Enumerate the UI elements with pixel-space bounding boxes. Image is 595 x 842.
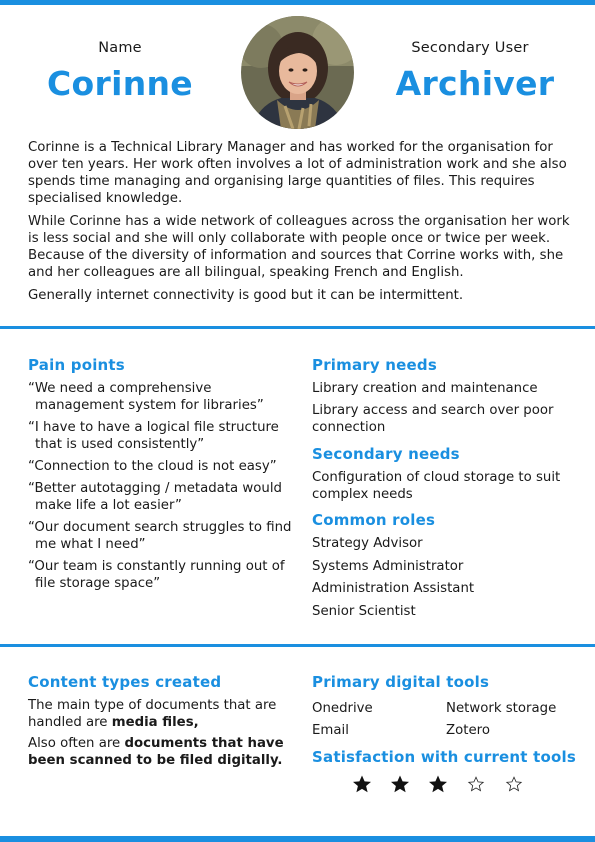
role-item: Systems Administrator — [312, 558, 464, 574]
digital-tools-heading: Primary digital tools — [312, 673, 490, 691]
star-filled-icon — [390, 774, 410, 794]
satisfaction-heading: Satisfaction with current tools — [312, 748, 576, 766]
content-types-line1-text: The main type of documents that are handled are — [28, 698, 277, 730]
section-divider — [0, 644, 595, 647]
secondary-needs-heading: Secondary needs — [312, 445, 460, 463]
tool-item: Email — [312, 723, 349, 738]
primary-need-item: Library access and search over poor connection — [312, 403, 554, 435]
star-empty-icon — [466, 774, 486, 794]
avatar — [241, 16, 354, 129]
content-types-text — [28, 697, 290, 773]
role-label: Secondary User — [411, 40, 529, 56]
satisfaction-rating — [352, 774, 532, 798]
top-accent-bar — [0, 0, 595, 5]
digital-tools-grid — [312, 700, 577, 739]
pain-point-item: “Our document search struggles to find me what I need” — [28, 520, 292, 552]
pain-point-item: “I have to have a logical file structure that is used consistently” — [28, 420, 279, 452]
intro-paragraph: Corinne is a Technical Library Manager and has worked for the organisation for over ten years. Her work often involves a lot of administration work and she also spends time managing and organising large quantities of files. This requires specialised knowledge. — [28, 140, 567, 206]
tool-item: Network storage — [446, 701, 557, 716]
star-empty-icon — [504, 774, 524, 794]
pain-point-item: “Our team is constantly running out of file storage space” — [28, 559, 285, 591]
content-types-line — [28, 697, 290, 731]
persona-name: Corinne — [47, 64, 193, 103]
tool-item: Onedrive — [312, 701, 373, 716]
content-types-heading: Content types created — [28, 673, 222, 691]
pain-point-item: “Better autotagging / metadata would make life a lot easier” — [28, 481, 282, 513]
section-divider — [0, 326, 595, 329]
intro-paragraph: Generally internet connectivity is good but it can be intermittent. — [28, 288, 464, 303]
name-label: Name — [98, 40, 142, 56]
content-types-line2-bold: documents that have been scanned to be filed digitally. — [28, 736, 284, 768]
persona-role: Archiver — [395, 64, 555, 103]
content-types-line2-text: Also often are — [28, 736, 125, 751]
pain-points-heading: Pain points — [28, 356, 125, 374]
intro-paragraph: While Corinne has a wide network of colleagues across the organisation her work is less social and she will only collaborate with people once or twice per week. Because of the diversity of information and sources that Corrine works with, she and her colleagues are all bilingual, speaking French and English. — [28, 214, 570, 280]
primary-needs-heading: Primary needs — [312, 356, 437, 374]
person-photo-icon — [241, 16, 354, 129]
content-types-line — [28, 735, 290, 769]
role-item: Senior Scientist — [312, 603, 416, 619]
common-roles-list — [312, 535, 577, 625]
bottom-accent-bar — [0, 836, 595, 842]
intro-text — [28, 139, 573, 310]
secondary-needs-list — [312, 469, 562, 508]
pain-point-item: “Connection to the cloud is not easy” — [28, 459, 277, 474]
star-filled-icon — [428, 774, 448, 794]
common-roles-heading: Common roles — [312, 511, 436, 529]
role-item: Strategy Advisor — [312, 536, 423, 551]
star-filled-icon — [352, 774, 372, 794]
tool-item: Zotero — [446, 723, 490, 738]
pain-points-list — [28, 380, 293, 597]
role-item: Administration Assistant — [312, 581, 475, 596]
secondary-need-item: Configuration of cloud storage to suit complex needs — [312, 470, 561, 502]
primary-need-item: Library creation and maintenance — [312, 381, 538, 396]
pain-point-item: “We need a comprehensive management system for libraries” — [28, 381, 264, 413]
primary-needs-list — [312, 380, 577, 441]
content-types-line1-bold: media files, — [111, 715, 199, 730]
